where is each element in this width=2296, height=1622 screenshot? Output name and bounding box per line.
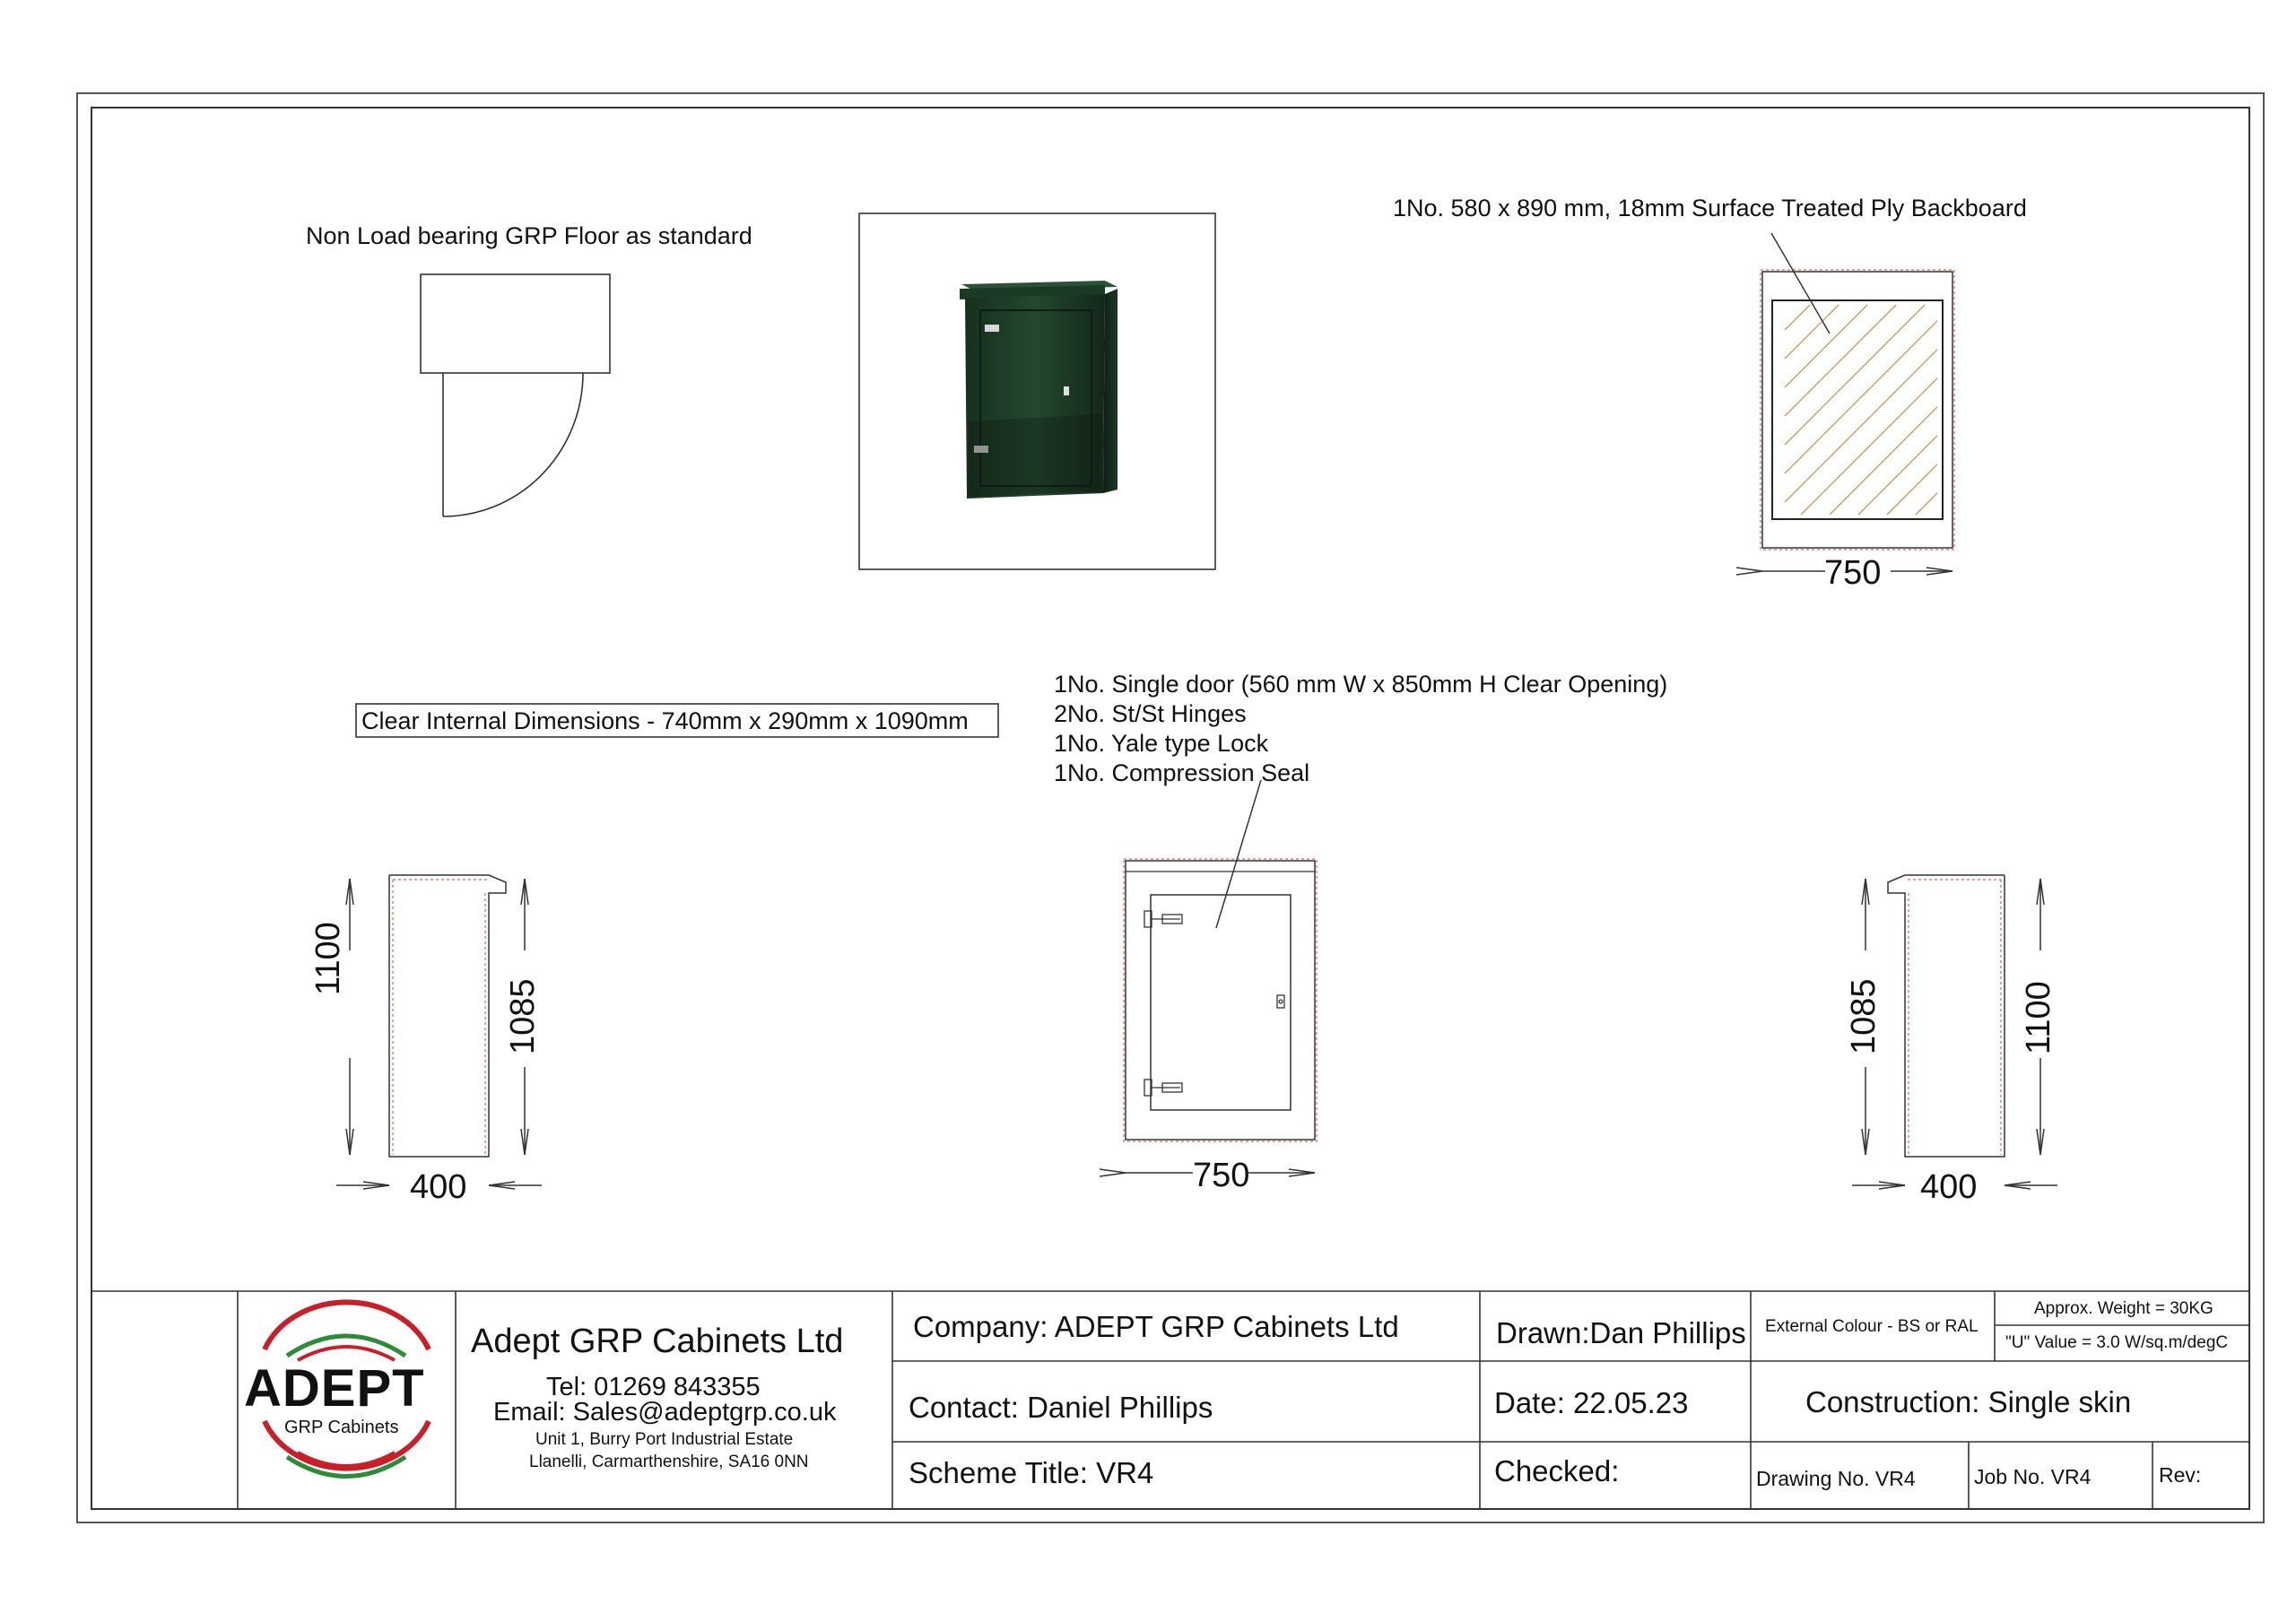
date-field: Date: 22.05.23 [1494, 1386, 1689, 1419]
logo-wordmark: ADEPT [244, 1359, 425, 1418]
company-name: Adept GRP Cabinets Ltd [471, 1323, 844, 1360]
u-value-field: "U" Value = 3.0 W/sq.m/degC [2005, 1333, 2229, 1352]
drawing-no-field: Drawing No. VR4 [1756, 1467, 1916, 1490]
backboard-note: 1No. 580 x 890 mm, 18mm Surface Treated Ply Backboard [1393, 195, 2027, 221]
external-colour-field: External Colour - BS or RAL [1765, 1317, 1979, 1336]
rev-field: Rev: [2159, 1463, 2202, 1487]
dim-right-height-outer: 1100 [2020, 981, 2057, 1054]
dim-left-depth: 400 [410, 1168, 467, 1206]
company-tel: Tel: 01269 843355 [546, 1373, 761, 1401]
floor-note: Non Load bearing GRP Floor as standard [306, 222, 752, 249]
outer-border [77, 93, 2264, 1522]
floor-plan-view [421, 274, 610, 516]
dim-front-width: 750 [1193, 1157, 1250, 1194]
dim-left-height-outer: 1100 [309, 922, 347, 995]
contact-field: Contact: Daniel Phillips [909, 1391, 1213, 1424]
scheme-title-field: Scheme Title: VR4 [909, 1456, 1154, 1489]
company-address-2: Llanelli, Carmarthenshire, SA16 0NN [529, 1453, 809, 1471]
backboard-view [1761, 233, 1954, 571]
dim-right-depth: 400 [1920, 1168, 1978, 1206]
dim-backboard-width: 750 [1824, 554, 1882, 592]
drawn-field: Drawn:Dan Phillips [1496, 1316, 1746, 1349]
front-elevation [1124, 780, 1317, 1173]
dim-right-height-inner: 1085 [1845, 978, 1883, 1054]
logo-subtitle: GRP Cabinets [284, 1418, 399, 1437]
clear-internal-dimensions: Clear Internal Dimensions - 740mm x 290mm x 1090mm [361, 707, 969, 734]
company-address-1: Unit 1, Burry Port Industrial Estate [535, 1430, 794, 1449]
checked-field: Checked: [1494, 1454, 1620, 1488]
weight-field: Approx. Weight = 30KG [2034, 1299, 2213, 1318]
door-spec-line-3: 1No. Yale type Lock [1054, 730, 1269, 757]
door-spec-line-1: 1No. Single door (560 mm W x 850mm H Clear Opening) [1054, 671, 1668, 698]
job-no-field: Job No. VR4 [1974, 1465, 2092, 1488]
dim-left-height-inner: 1085 [504, 978, 542, 1054]
cabinet-photo [960, 281, 1118, 499]
company-email: Email: Sales@adeptgrp.co.uk [493, 1398, 837, 1427]
inner-border [91, 108, 2249, 1509]
door-spec-line-2: 2No. St/St Hinges [1054, 700, 1247, 727]
construction-field: Construction: Single skin [1805, 1385, 2132, 1418]
door-spec-line-4: 1No. Compression Seal [1054, 759, 1310, 786]
company-field: Company: ADEPT GRP Cabinets Ltd [913, 1310, 1399, 1343]
